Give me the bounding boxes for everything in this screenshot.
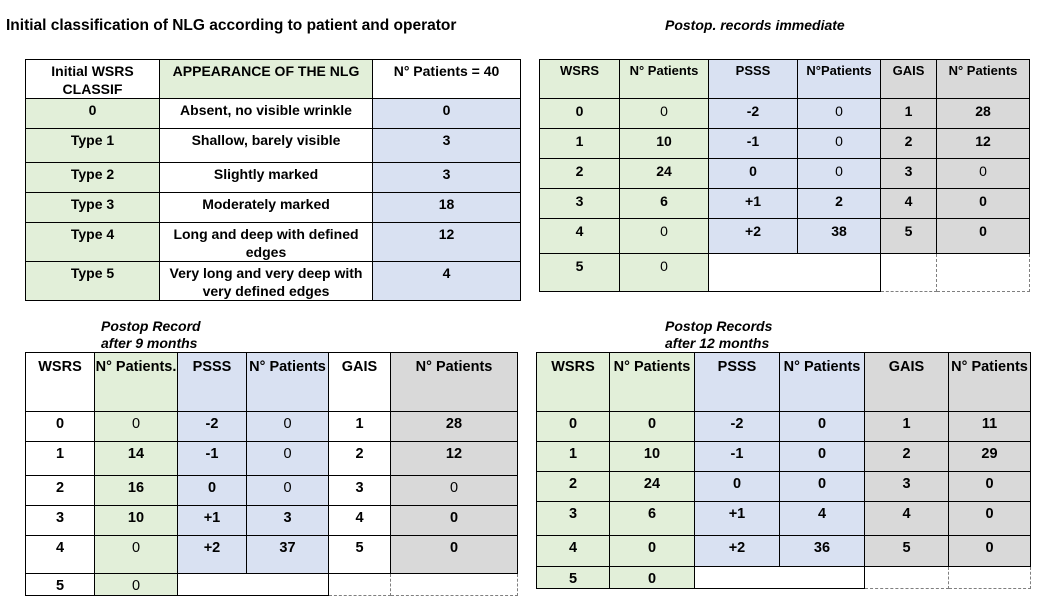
table-cell: 38 bbox=[798, 219, 881, 254]
table-cell: 0 bbox=[937, 189, 1030, 219]
nine-months-title-line2: after 9 months bbox=[101, 335, 198, 351]
table-cell: 0 bbox=[937, 219, 1030, 254]
header-patients: N° Patients bbox=[949, 353, 1031, 412]
table-cell: +2 bbox=[709, 219, 798, 254]
table-cell: Type 2 bbox=[26, 163, 160, 193]
table-cell: 12 bbox=[937, 129, 1030, 159]
table-cell: 4 bbox=[780, 502, 865, 536]
table-cell: 0 bbox=[391, 536, 518, 574]
table-cell: 0 bbox=[540, 99, 620, 129]
table-cell: +2 bbox=[178, 536, 247, 574]
table-cell: 0 bbox=[620, 219, 709, 254]
twelve-months-title-line2: after 12 months bbox=[665, 335, 770, 351]
table-cell: 3 bbox=[329, 476, 391, 506]
table-cell: 10 bbox=[95, 506, 178, 536]
table-cell: 14 bbox=[95, 442, 178, 476]
header-wsrs: WSRS bbox=[26, 353, 95, 412]
table-cell: 0 bbox=[178, 476, 247, 506]
table-cell: 1 bbox=[881, 99, 937, 129]
table-cell: 1 bbox=[329, 412, 391, 442]
table-cell: 0 bbox=[620, 99, 709, 129]
table-cell: 29 bbox=[949, 442, 1031, 472]
header-initial-wsrs: Initial WSRS CLASSIF bbox=[26, 60, 160, 99]
table-cell: 0 bbox=[373, 99, 521, 129]
table-cell: 0 bbox=[780, 412, 865, 442]
table-cell: Very long and very deep with very defined edges bbox=[160, 262, 373, 301]
table-cell: 1 bbox=[537, 442, 610, 472]
table-cell: 0 bbox=[709, 159, 798, 189]
table-cell: 1 bbox=[26, 442, 95, 476]
table-cell: 3 bbox=[881, 159, 937, 189]
table-cell: -1 bbox=[178, 442, 247, 476]
initial-classification-table bbox=[25, 59, 521, 301]
empty-cell bbox=[178, 574, 329, 596]
table-cell: 18 bbox=[373, 193, 521, 223]
table-cell: +1 bbox=[709, 189, 798, 219]
table-cell: 4 bbox=[537, 536, 610, 567]
table-cell: 2 bbox=[26, 476, 95, 506]
table-cell: 24 bbox=[620, 159, 709, 189]
twelve-months-title bbox=[665, 318, 772, 352]
table-cell: 37 bbox=[247, 536, 329, 574]
header-gais: GAIS bbox=[865, 353, 949, 412]
table-cell: 12 bbox=[373, 223, 521, 262]
table-cell: 0 bbox=[537, 412, 610, 442]
table-cell: 2 bbox=[329, 442, 391, 476]
table-cell: 4 bbox=[881, 189, 937, 219]
table-cell: Type 1 bbox=[26, 129, 160, 163]
table-cell: 0 bbox=[391, 476, 518, 506]
table-cell: +1 bbox=[695, 502, 780, 536]
empty-cell bbox=[391, 574, 518, 596]
header-patients: N° Patients. bbox=[95, 353, 178, 412]
table-cell: Shallow, barely visible bbox=[160, 129, 373, 163]
table-cell: Slightly marked bbox=[160, 163, 373, 193]
header-appearance: APPEARANCE OF THE NLG bbox=[160, 60, 373, 99]
header-patients: N° Patients bbox=[780, 353, 865, 412]
table-cell: Type 3 bbox=[26, 193, 160, 223]
header-patients: N°Patients bbox=[798, 60, 881, 99]
table-cell: 2 bbox=[881, 129, 937, 159]
header-patients: N° Patients bbox=[610, 353, 695, 412]
table-cell: 0 bbox=[937, 159, 1030, 189]
header-wsrs: WSRS bbox=[540, 60, 620, 99]
twelve-months-title-line1: Postop Records bbox=[665, 318, 773, 334]
table-cell: +2 bbox=[695, 536, 780, 567]
table-cell: 3 bbox=[373, 129, 521, 163]
table-cell: 24 bbox=[610, 472, 695, 502]
nine-months-title-line1: Postop Record bbox=[101, 318, 201, 334]
table-cell: 4 bbox=[540, 219, 620, 254]
table-cell: 4 bbox=[865, 502, 949, 536]
table-cell: +1 bbox=[178, 506, 247, 536]
table-cell: 0 bbox=[949, 472, 1031, 502]
table-cell: 4 bbox=[373, 262, 521, 301]
table-cell: 0 bbox=[798, 99, 881, 129]
table-cell: 6 bbox=[610, 502, 695, 536]
header-psss: PSSS bbox=[178, 353, 247, 412]
table-cell: 10 bbox=[610, 442, 695, 472]
twelve-months-table bbox=[536, 352, 1031, 589]
table-cell: 28 bbox=[937, 99, 1030, 129]
table-cell: 0 bbox=[610, 536, 695, 567]
table-cell: 6 bbox=[620, 189, 709, 219]
header-patients: N° Patients bbox=[247, 353, 329, 412]
empty-cell bbox=[329, 574, 391, 596]
table-cell: 0 bbox=[95, 574, 178, 596]
header-patients: N° Patients bbox=[620, 60, 709, 99]
table-cell: 0 bbox=[949, 502, 1031, 536]
empty-cell bbox=[695, 567, 865, 589]
table-cell: -1 bbox=[695, 442, 780, 472]
table-cell: Absent, no visible wrinkle bbox=[160, 99, 373, 129]
table-cell: Moderately marked bbox=[160, 193, 373, 223]
table-cell: 0 bbox=[247, 476, 329, 506]
nine-months-title bbox=[101, 318, 201, 352]
table-cell: 36 bbox=[780, 536, 865, 567]
table-cell: -2 bbox=[709, 99, 798, 129]
table-cell: 5 bbox=[540, 254, 620, 292]
header-wsrs: WSRS bbox=[537, 353, 610, 412]
table-cell: 4 bbox=[26, 536, 95, 574]
table-cell: -2 bbox=[178, 412, 247, 442]
table-cell: 3 bbox=[247, 506, 329, 536]
table-cell: 3 bbox=[865, 472, 949, 502]
table-cell: 0 bbox=[26, 412, 95, 442]
header-gais: GAIS bbox=[329, 353, 391, 412]
table-cell: 11 bbox=[949, 412, 1031, 442]
table-cell: 5 bbox=[865, 536, 949, 567]
table-cell: 0 bbox=[610, 567, 695, 589]
empty-cell bbox=[709, 254, 881, 292]
immediate-records-table bbox=[539, 59, 1030, 292]
table-cell: 5 bbox=[881, 219, 937, 254]
empty-cell bbox=[937, 254, 1030, 292]
table-cell: 2 bbox=[798, 189, 881, 219]
table-cell: Type 4 bbox=[26, 223, 160, 262]
table-cell: 4 bbox=[329, 506, 391, 536]
empty-cell bbox=[949, 567, 1031, 589]
immediate-title: Postop. records immediate bbox=[665, 17, 845, 33]
table-cell: 28 bbox=[391, 412, 518, 442]
table-cell: 3 bbox=[26, 506, 95, 536]
header-psss: PSSS bbox=[695, 353, 780, 412]
table-cell: 2 bbox=[537, 472, 610, 502]
table-cell: 0 bbox=[247, 442, 329, 476]
table-cell: 0 bbox=[780, 442, 865, 472]
table-cell: 3 bbox=[373, 163, 521, 193]
table-cell: 2 bbox=[865, 442, 949, 472]
table-cell: 5 bbox=[26, 574, 95, 596]
header-gais: GAIS bbox=[881, 60, 937, 99]
table-cell: 0 bbox=[798, 159, 881, 189]
table-cell: -2 bbox=[695, 412, 780, 442]
table-cell: Long and deep with defined edges bbox=[160, 223, 373, 262]
table-cell: 1 bbox=[540, 129, 620, 159]
table-cell: 0 bbox=[620, 254, 709, 292]
table-cell: 0 bbox=[391, 506, 518, 536]
header-patients: N° Patients = 40 bbox=[373, 60, 521, 99]
table-cell: 0 bbox=[26, 99, 160, 129]
table-cell: 0 bbox=[695, 472, 780, 502]
table-cell: 0 bbox=[95, 536, 178, 574]
header-patients: N° Patients bbox=[391, 353, 518, 412]
table-cell: -1 bbox=[709, 129, 798, 159]
table-cell: 1 bbox=[865, 412, 949, 442]
empty-cell bbox=[865, 567, 949, 589]
table-cell: 10 bbox=[620, 129, 709, 159]
table-cell: 3 bbox=[537, 502, 610, 536]
empty-cell bbox=[881, 254, 937, 292]
header-patients: N° Patients bbox=[937, 60, 1030, 99]
header-psss: PSSS bbox=[709, 60, 798, 99]
table-cell: 0 bbox=[247, 412, 329, 442]
table-cell: 0 bbox=[95, 412, 178, 442]
table-cell: 5 bbox=[537, 567, 610, 589]
page-title: Initial classification of NLG according to patient and operator bbox=[6, 17, 457, 34]
table-cell: 0 bbox=[798, 129, 881, 159]
table-cell: 2 bbox=[540, 159, 620, 189]
table-cell: 16 bbox=[95, 476, 178, 506]
table-cell: Type 5 bbox=[26, 262, 160, 301]
table-cell: 0 bbox=[610, 412, 695, 442]
table-cell: 0 bbox=[949, 536, 1031, 567]
nine-months-table bbox=[25, 352, 518, 596]
table-cell: 3 bbox=[540, 189, 620, 219]
table-cell: 12 bbox=[391, 442, 518, 476]
table-cell: 0 bbox=[780, 472, 865, 502]
table-cell: 5 bbox=[329, 536, 391, 574]
